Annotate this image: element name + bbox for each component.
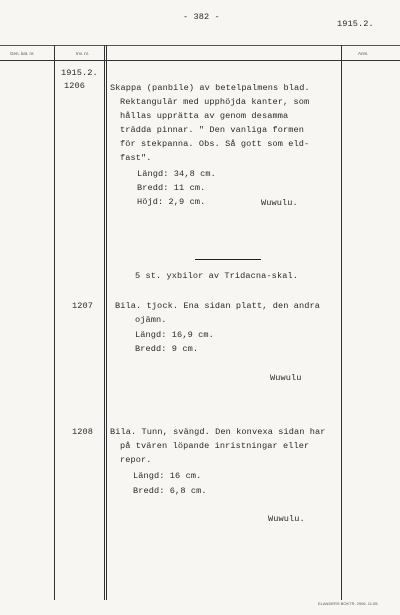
entry-measure: Längd: 16 cm. [133,471,202,481]
entry-measure: Höjd: 2,9 cm. [137,197,206,207]
section-separator [195,259,261,260]
header-rule-bottom [0,60,400,61]
entry-number: 1208 [72,427,94,437]
entry-origin: Wuwulu. [268,514,305,524]
entry-origin: Wuwulu. [261,198,298,208]
col-header-anm: Anm. [358,51,369,56]
column-rule-3 [106,45,107,600]
column-rule-2 [104,45,105,600]
entry-number: 1207 [72,301,94,311]
entry-description-line: repor. [120,455,152,465]
entry-description-line: Bila. Tunn, svängd. Den konvexa sidan har [110,427,326,437]
entry-description-line: trädda pinnar. " Den vanliga formen [120,125,304,135]
entry-measure: Längd: 34,8 cm. [137,169,216,179]
entry-measure: Längd: 16,9 cm. [135,330,214,340]
entry-description-line: Rektangulär med upphöjda kanter, som [120,97,310,107]
entry-description-line: ojämn. [135,315,167,325]
entry-description-line: Bila. tjock. Ena sidan platt, den andra [115,301,321,311]
entry-origin: Wuwulu [270,373,302,383]
entry-measure: Bredd: 11 cm. [137,183,206,193]
col-header-inv: Inv. nr. [76,51,90,56]
entry-number: 1206 [64,81,86,91]
entry-measure: Bredd: 6,8 cm. [133,486,207,496]
printer-mark: ELANDERS BOKTR. 2906. 11.05. [318,601,379,606]
col-header-gen-kat: Gen. kat. nr. [10,51,35,56]
column-rule-4 [341,45,342,600]
entry-description-line: fast". [120,153,152,163]
entry-description-line: för stekpanna. Obs. Så gott som eld- [120,139,310,149]
header-rule-top [0,45,400,46]
entry-description-line: på tvären löpande inristningar eller [120,441,310,451]
year-marker: 1915.2. [61,68,98,78]
section-heading: 5 st. yxbilor av Tridacna-skal. [135,271,298,281]
year-reference: 1915.2. [337,19,374,29]
entry-description-line: hållas upprätta av genom desamma [120,111,289,121]
entry-measure: Bredd: 9 cm. [135,344,199,354]
page-number: - 382 - [183,12,220,22]
entry-description-line: Skappa (panbile) av betelpalmens blad. [110,83,310,93]
column-rule-1 [54,45,55,600]
